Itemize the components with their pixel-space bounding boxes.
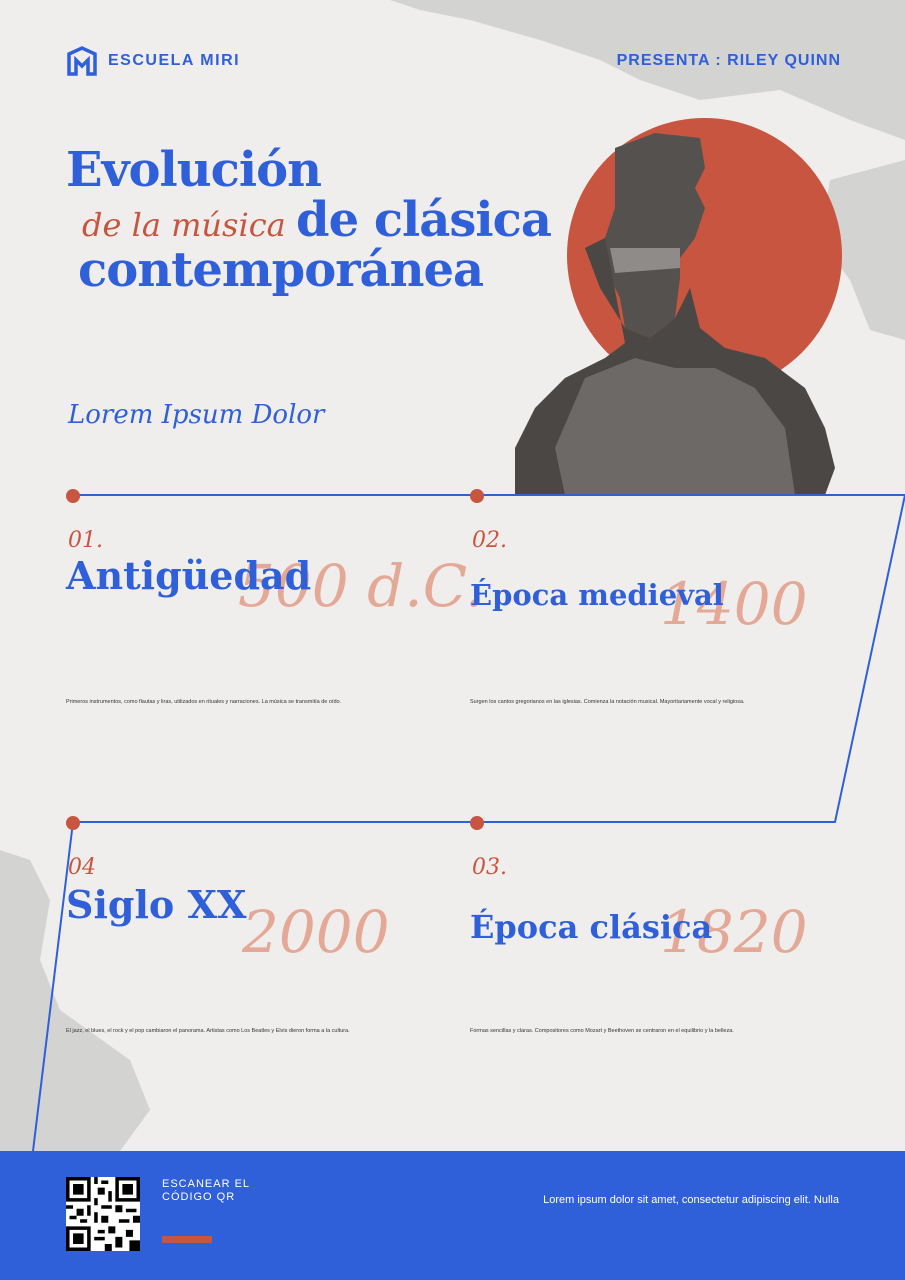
accent-bar — [162, 1236, 212, 1243]
brand-name: ESCUELA MIRI — [108, 52, 241, 69]
qr-code-icon[interactable] — [66, 1177, 140, 1251]
item-desc: Primeros instrumentos, como flautas y liras, utilizados en rituales y narraciones. La música se transmitía de oído. — [66, 699, 342, 705]
item-year: 1400 — [660, 570, 808, 638]
item-era: Antigüedad — [66, 553, 312, 598]
item-desc: Surgen los cantos gregorianos en las iglesias. Comienza la notación musical. Mayoritariamente vocal y religiosa. — [470, 699, 745, 705]
timeline-dot — [470, 489, 484, 503]
item-number: 03. — [472, 855, 507, 880]
title-line-3: contemporánea — [78, 242, 484, 298]
item-year: 500 d.C. — [238, 552, 484, 620]
item-era: Siglo XX — [66, 882, 247, 927]
subtitle: Lorem Ipsum Dolor — [68, 400, 325, 430]
scan-qr-label: ESCANEAR EL CÓDIGO QR — [162, 1178, 250, 1203]
item-year: 2000 — [242, 898, 390, 966]
item-year: 1820 — [660, 898, 808, 966]
title-line-2: de clásica — [296, 192, 551, 248]
footer-text: Lorem ipsum dolor sit amet, consectetur adipiscing elit. Nulla — [543, 1194, 839, 1206]
timeline-dot — [66, 489, 80, 503]
item-desc: El jazz, el blues, el rock y el pop cambiaron el panorama. Artistas como Los Beatles y Elvis dieron forma a la cultura. — [66, 1028, 350, 1034]
item-desc: Formas sencillas y claras. Compositores como Mozart y Beethoven se centraron en el equilibrio y la belleza. — [470, 1028, 734, 1034]
title-line-1: Evolución — [66, 142, 321, 198]
item-number: 04 — [68, 855, 96, 880]
timeline-dot — [470, 816, 484, 830]
title-script: de la música — [82, 206, 286, 244]
presenter-label: PRESENTA : RILEY QUINN — [616, 52, 841, 69]
item-number: 01. — [68, 528, 103, 553]
item-era: Época medieval — [470, 578, 724, 612]
item-number: 02. — [472, 528, 507, 553]
item-era: Época clásica — [470, 908, 713, 946]
timeline-dot — [66, 816, 80, 830]
